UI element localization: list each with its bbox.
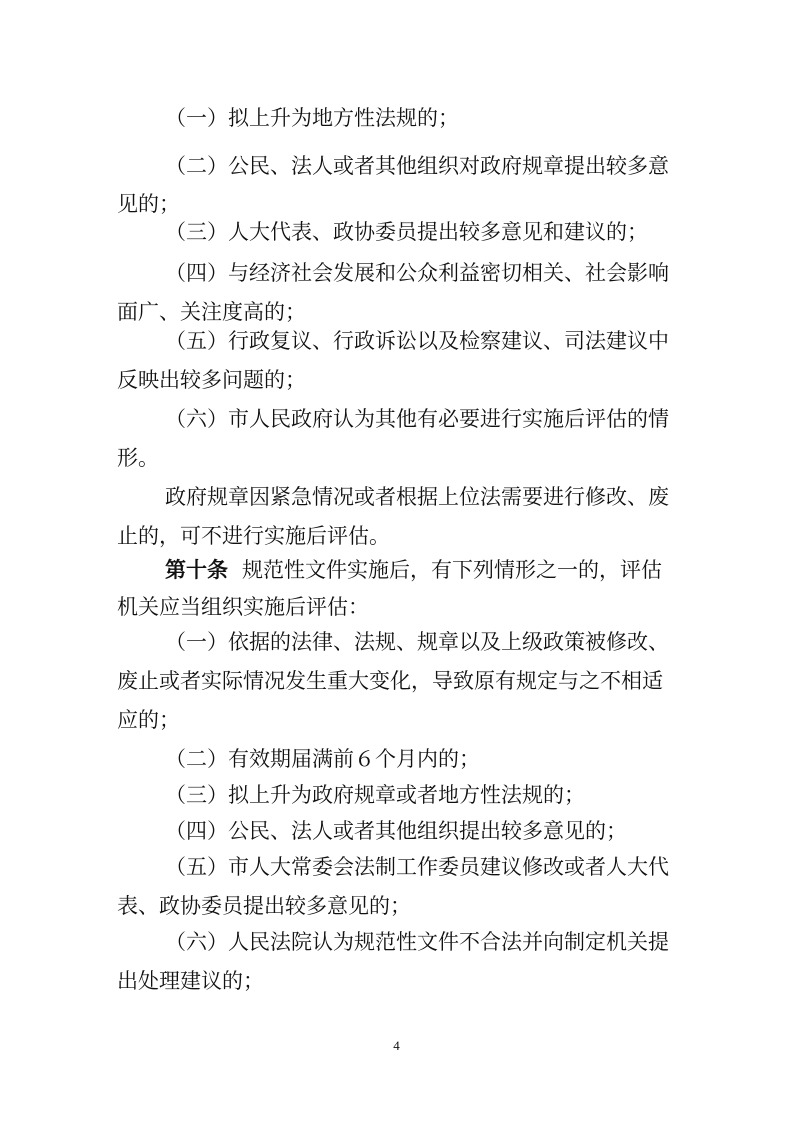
paragraph-text: （一）依据的法律、法规、规章以及上级政策被修改、 [165,630,669,654]
paragraph-line [0,961,793,1001]
paragraph-text: （六）市人民政府认为其他有必要进行实施后评估的情 [165,407,669,431]
paragraph-line [0,146,793,186]
paragraph-text: 形。 [117,446,159,470]
paragraph-line [0,360,793,400]
paragraph-text: 面广、关注度高的； [117,300,306,324]
paragraph-text: 应的； [117,708,180,732]
paragraph-line [0,587,793,627]
paragraph-line [0,438,793,478]
paragraph-line [0,98,793,138]
paragraph-line [0,700,793,740]
paragraph-text: 政府规章因紧急情况或者根据上位法需要进行修改、废 [165,485,669,509]
paragraph-line [0,775,793,815]
paragraph-line [0,886,793,926]
paragraph-text: 止的，可不进行实施后评估。 [117,524,390,548]
paragraph-line [0,550,793,590]
paragraph-text: （三）拟上升为政府规章或者地方性法规的； [165,783,585,807]
paragraph-text: 机关应当组织实施后评估： [117,595,369,619]
paragraph-text: 废止或者实际情况发生重大变化，导致原有规定与之不相适 [117,669,663,693]
paragraph-text: （一）拟上升为地方性法规的； [165,106,459,130]
paragraph-text: （五）行政复议、行政诉讼以及检察建议、司法建议中 [165,329,669,353]
paragraph-line [0,661,793,701]
paragraph-line [0,811,793,851]
paragraph-line [0,321,793,361]
paragraph-text: （二）公民、法人或者其他组织对政府规章提出较多意 [165,154,669,178]
paragraph-text: 反映出较多问题的； [117,368,306,392]
paragraph-text: （六）人民法院认为规范性文件不合法并向制定机关提 [165,930,669,954]
paragraph-text: 出处理建议的； [117,969,264,993]
paragraph-text: （三）人大代表、政协委员提出较多意见和建议的； [165,220,648,244]
paragraph-line [0,622,793,662]
paragraph-line [0,922,793,962]
paragraph-text: （四）公民、法人或者其他组织提出较多意见的； [165,819,627,843]
paragraph-line [0,847,793,887]
page-number: 4 [393,1038,400,1053]
paragraph-text: （二）有效期届满前６个月内的； [165,747,480,771]
paragraph-text: 规范性文件实施后，有下列情形之一的，评估 [242,558,662,582]
paragraph-text: （五）市人大常委会法制工作委员建议修改或者人大代 [165,855,669,879]
paragraph-line [0,477,793,517]
paragraph-line [0,399,793,439]
paragraph-line [0,739,793,779]
paragraph-line [0,253,793,293]
paragraph-text: （四）与经济社会发展和公众利益密切相关、社会影响 [165,261,669,285]
paragraph-text: 表、政协委员提出较多意见的； [117,894,411,918]
paragraph-text: 见的； [117,192,180,216]
paragraph-line [0,212,793,252]
article-heading: 第十条 [165,558,228,582]
